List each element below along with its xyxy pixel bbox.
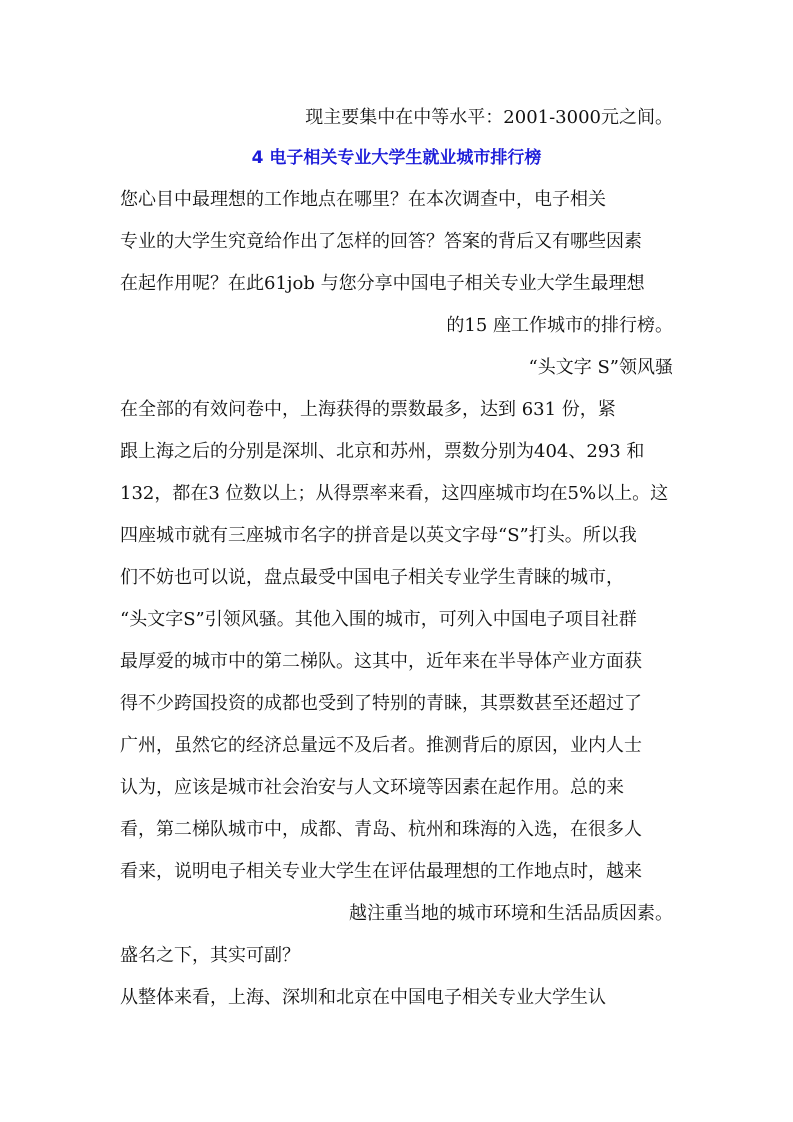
paragraph-line: 看来，说明电子相关专业大学生在评估最理想的工作地点时，越来 [120,861,642,882]
paragraph-line: 四座城市就有三座城市名字的拼音是以英文字母“S”打头。所以我 [120,525,637,546]
paragraph-line: “头文字S”引领风骚。其他入围的城市，可列入中国电子项目社群 [120,609,637,630]
paragraph-line: 在全部的有效问卷中，上海获得的票数最多，达到 631 份，紧 [120,399,616,420]
section-heading: 4 电子相关专业大学生就业城市排行榜 [251,148,542,168]
paragraph-line: 最厚爱的城市中的第二梯队。这其中，近年来在半导体产业方面获 [120,651,642,672]
paragraph-line: 跟上海之后的分别是深圳、北京和苏州，票数分别为404、293 和 [120,441,645,462]
subheading-line: 盛名之下，其实可副？ [120,945,300,966]
paragraph-line: 越注重当地的城市环境和生活品质因素。 [349,903,673,924]
text-line-continuation: 现主要集中在中等水平：2001-3000元之间。 [305,107,673,128]
paragraph-line: 广州，虽然它的经济总量远不及后者。推测背后的原因，业内人士 [120,735,642,756]
paragraph-line: 看，第二梯队城市中，成都、青岛、杭州和珠海的入选，在很多人 [120,819,642,840]
paragraph-line: 您心目中最理想的工作地点在哪里？在本次调查中，电子相关 [120,189,606,210]
paragraph-line: 从整体来看，上海、深圳和北京在中国电子相关专业大学生认 [120,987,606,1008]
subheading-line: “头文字 S”领风骚 [528,357,673,378]
paragraph-line: 认为，应该是城市社会治安与人文环境等因素在起作用。总的来 [120,777,624,798]
paragraph-line: 的15 座工作城市的排行榜。 [446,315,673,336]
paragraph-line: 132，都在3 位数以上；从得票率来看，这四座城市均在5%以上。这 [120,483,669,504]
paragraph-line: 得不少跨国投资的成都也受到了特别的青睐，其票数甚至还超过了 [120,693,642,714]
paragraph-line: 在起作用呢？在此61job 与您分享中国电子相关专业大学生最理想 [120,273,645,294]
paragraph-line: 们不妨也可以说，盘点最受中国电子相关专业学生青睐的城市， [120,567,624,588]
paragraph-line: 专业的大学生究竟给作出了怎样的回答？答案的背后又有哪些因素 [120,231,642,252]
